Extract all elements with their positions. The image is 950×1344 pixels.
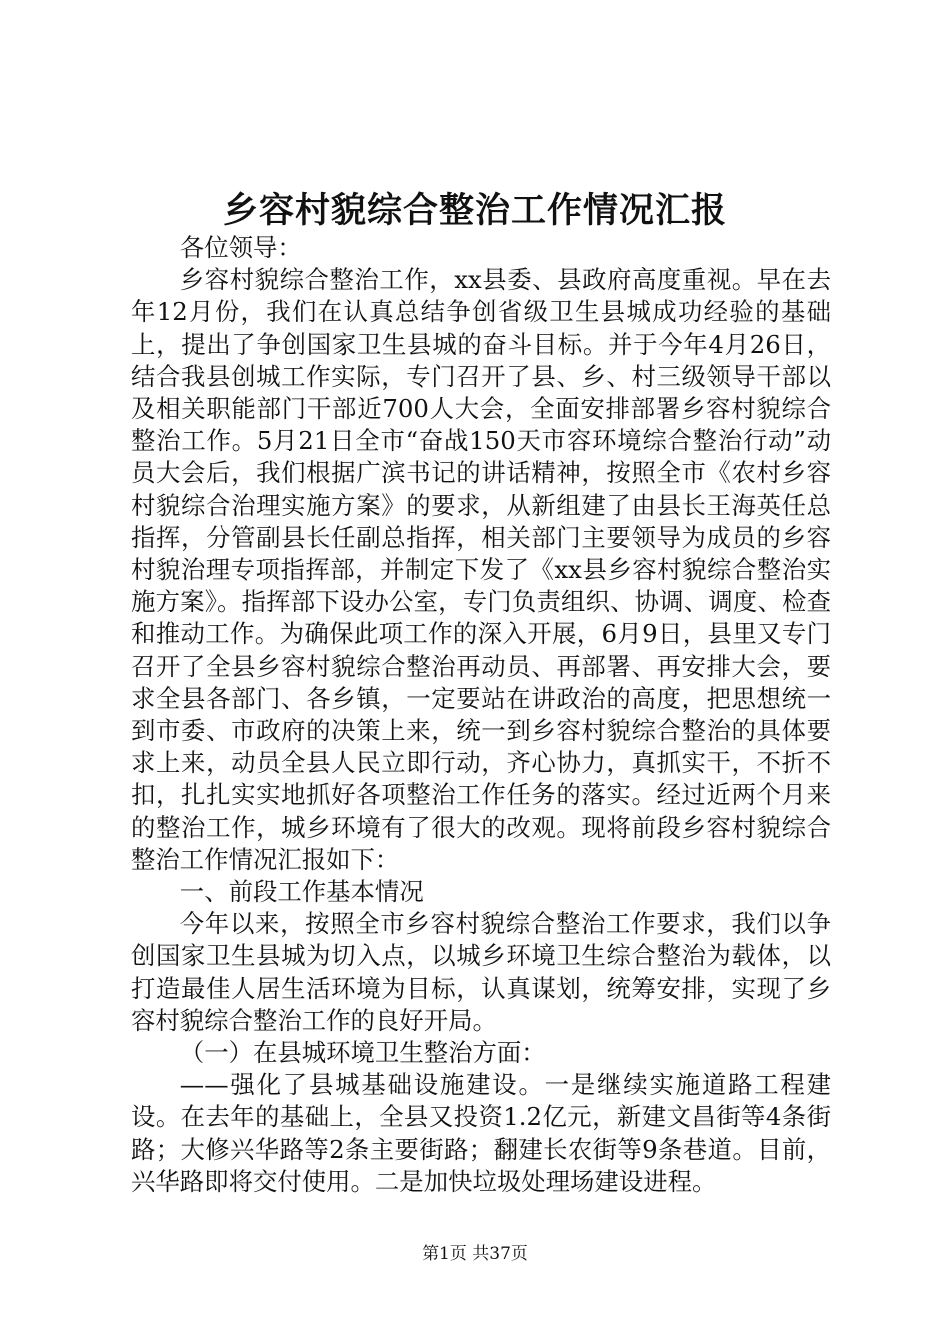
intro-paragraph: 乡容村貌综合整治工作，xx县委、县政府高度重视。早在去年12月份，我们在认真总结争创省级卫生县城成功经验的基础上，提出了争创国家卫生县城的奋斗目标。并于今年4月26日，结合我县创城工作实际，专门召开了县、乡、村三级领导干部以及相关职能部门干部近700人大会，全面安排部署乡容村貌综合整治工作。5月21日全市“奋战150天市容环境综合整治行动”动员大会后，我们根据广滨书记的讲话精神，按照全市《农村乡容村貌综合治理实施方案》的要求，从新组建了由县长王海英任总指挥，分管副县长任副总指挥，相关部门主要领导为成员的乡容村貌治理专项指挥部，并制定下发了《xx县乡容村貌综合整治实施方案》。指挥部下设办公室，专门负责组织、协调、调度、检查和推动工作。为确保此项工作的深入开展，6月9日，县里又专门召开了全县乡容村貌综合整治再动员、再部署、再安排大会，要求全县各部门、各乡镇，一定要站在讲政治的高度，把思想统一到市委、市政府的决策上来，统一到乡容村貌综合整治的具体要求上来，动员全县人民立即行动，齐心协力，真抓实干，不折不扣，扎扎实实地抓好各项整治工作任务的落实。经过近两个月来的整治工作，城乡环境有了很大的改观。现将前段乡容村貌综合整治工作情况汇报如下： (131, 265, 831, 874)
infrastructure-paragraph: ——强化了县城基础设施建设。一是继续实施道路工程建设。在去年的基础上，全县又投资1.2亿元，新建文昌街等4条街路；大修兴华路等2条主要街路；翻建长农街等9条巷道。目前，兴华路即将交付使用。二是加快垃圾处理场建设进程。 (131, 1070, 831, 1196)
document-title: 乡容村貌综合整治工作情况汇报 (222, 190, 727, 231)
subsection-heading: （一）在县城环境卫生整治方面： (179, 1038, 546, 1068)
salutation-paragraph: 各位领导： (179, 233, 302, 262)
document-body (131, 232, 831, 1198)
page-number-footer: 第1页 共37页 (422, 1244, 528, 1264)
section-summary-paragraph: 今年以来，按照全市乡容村貌综合整治工作要求，我们以争创国家卫生县城为切入点，以城乡环境卫生综合整治为载体，以打造最佳人居生活环境为目标，认真谋划，统筹安排，实现了乡容村貌综合整治工作的良好开局。 (131, 909, 831, 1035)
section-heading: 一、前段工作基本情况 (179, 877, 424, 907)
